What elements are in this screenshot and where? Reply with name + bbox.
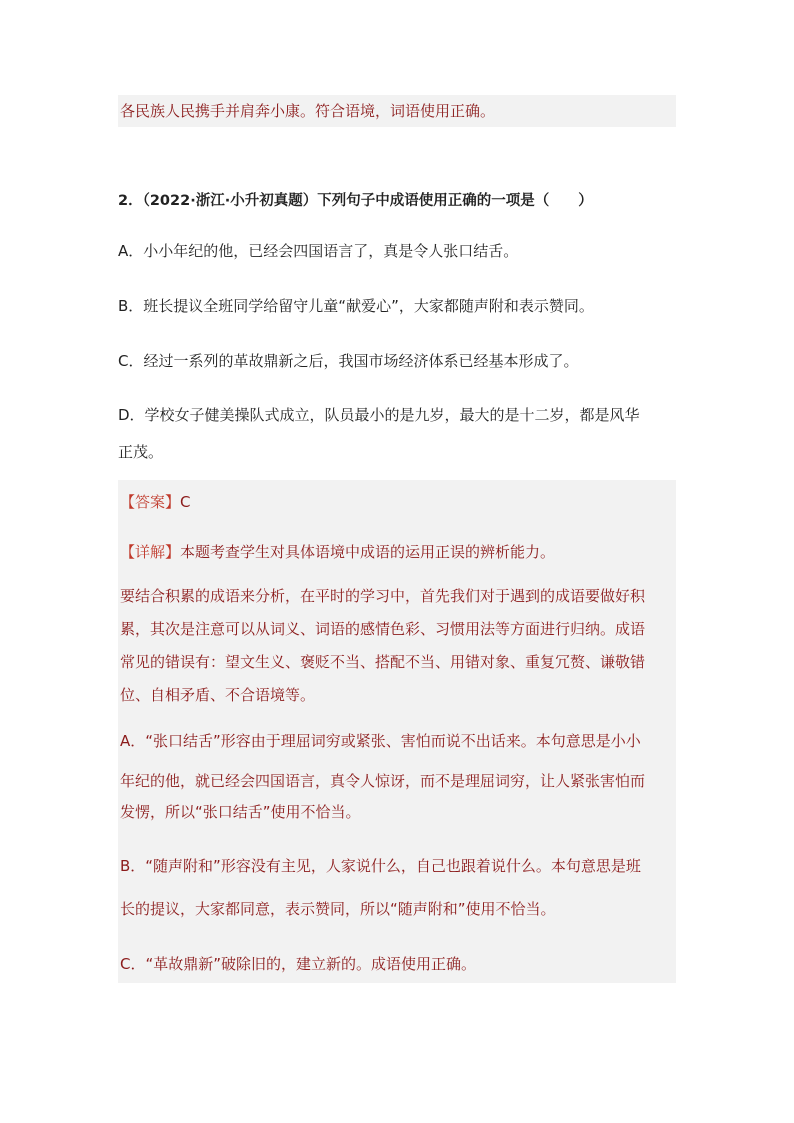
explanation-para1-line4: 位、自相矛盾、不合语境等。 xyxy=(120,686,316,704)
previous-answer-text: 各民族人民携手并肩奔小康。符合语境，词语使用正确。 xyxy=(120,102,496,120)
explanation-c-line1: C．“革故鼎新”破除旧的，建立新的。成语使用正确。 xyxy=(120,955,477,973)
explanation-para1-line2: 累，其次是注意可以从词义、词语的感情色彩、习惯用法等方面进行归纳。成语 xyxy=(120,620,646,638)
explanation-b-line1: B．“随声附和”形容没有主见，人家说什么，自己也跟着说什么。本句意思是班 xyxy=(120,857,641,875)
option-d-line2: 正茂。 xyxy=(118,443,164,461)
answer-tag: 【答案】 xyxy=(120,493,181,511)
explanation-intro-line xyxy=(120,541,555,563)
explanation-a-line2: 年纪的他，就已经会四国语言，真令人惊讶，而不是理屈词穷，让人紧张害怕而 xyxy=(120,772,646,790)
previous-answer-note xyxy=(118,95,676,127)
option-a: A．小小年纪的他，已经会四国语言了，真是令人张口结舌。 xyxy=(118,242,519,260)
explanation-a-line3: 发愣，所以“张口结舌”使用不恰当。 xyxy=(120,803,361,821)
explanation-a-line1: A．“张口结舌”形容由于理屈词穷或紧张、害怕而说不出话来。本句意思是小小 xyxy=(120,732,641,750)
question-title: 2．（2022·浙江·小升初真题）下列句子中成语使用正确的一项是（ ） xyxy=(118,193,593,209)
explanation-b-line2: 长的提议，大家都同意，表示赞同，所以“随声附和”使用不恰当。 xyxy=(120,900,556,918)
option-d-line1: D．学校女子健美操队式成立，队员最小的是九岁，最大的是十二岁，都是风华 xyxy=(118,406,640,424)
option-b: B．班长提议全班同学给留守儿童“献爱心”，大家都随声附和表示赞同。 xyxy=(118,297,594,315)
answer-value: C xyxy=(180,493,191,511)
answer-explanation-block xyxy=(118,480,676,983)
option-c: C．经过一系列的革故鼎新之后，我国市场经济体系已经基本形成了。 xyxy=(118,352,579,370)
explanation-intro: 本题考查学生对具体语境中成语的运用正误的辨析能力。 xyxy=(180,543,556,561)
explanation-tag: 【详解】 xyxy=(120,543,181,561)
explanation-para1-line1: 要结合积累的成语来分析，在平时的学习中，首先我们对于遇到的成语要做好积 xyxy=(120,587,646,605)
explanation-para1-line3: 常见的错误有：望文生义、褒贬不当、搭配不当、用错对象、重复冗赘、谦敬错 xyxy=(120,653,646,671)
answer-line xyxy=(120,491,191,513)
